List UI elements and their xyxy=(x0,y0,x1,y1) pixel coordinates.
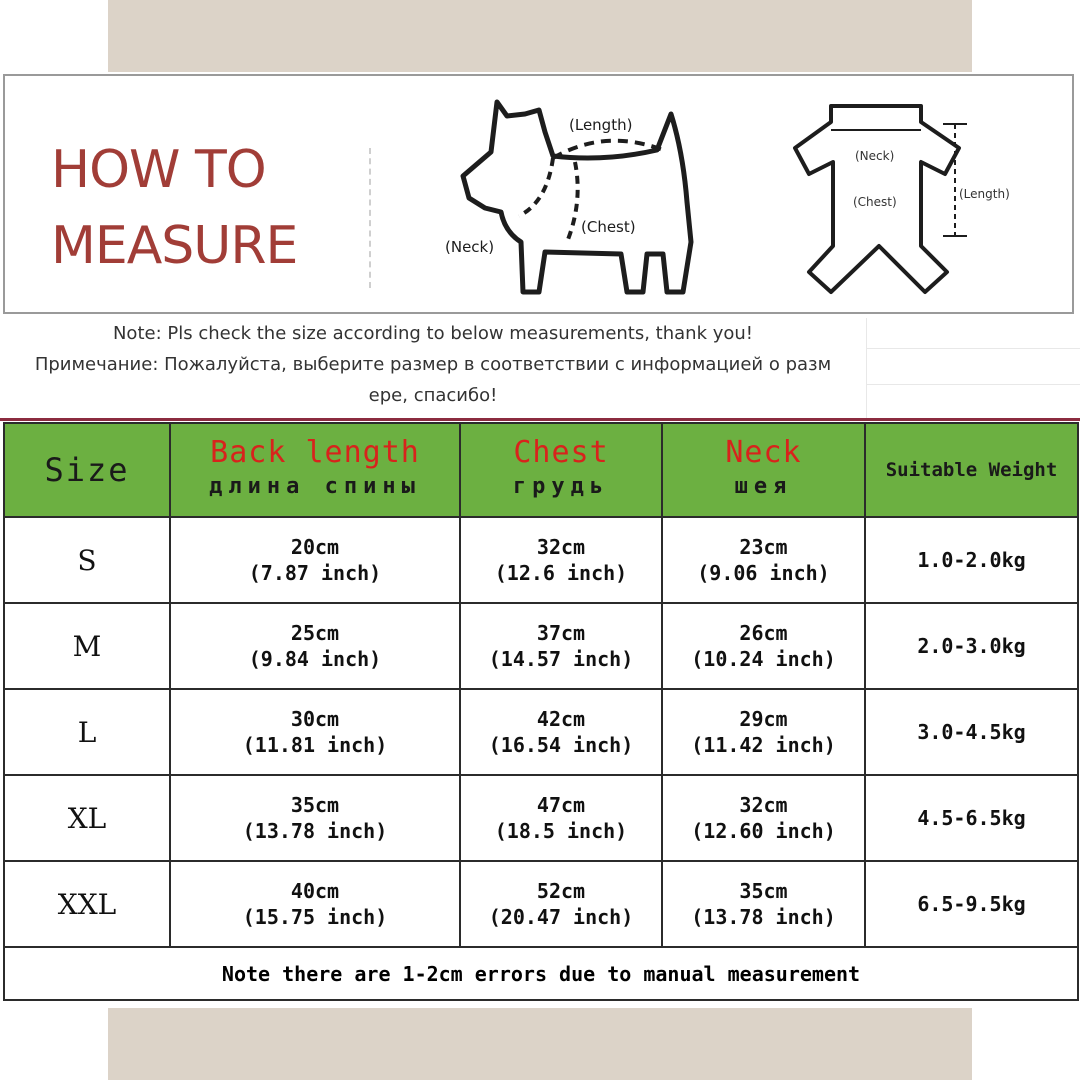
bottom-beige-band xyxy=(108,1008,972,1080)
size-cell: XL xyxy=(4,775,170,861)
note-english: Note: Pls check the size according to below measurements, thank you! xyxy=(112,323,754,344)
weight-cell: 6.5-9.5kg xyxy=(865,861,1078,947)
back-length-cell: 20cm (7.87 inch) xyxy=(170,517,460,603)
chest-cell: 42cm (16.54 inch) xyxy=(460,689,662,775)
size-cell: M xyxy=(4,603,170,689)
faint-grid-cells xyxy=(866,318,1080,418)
header-back-length-ru: длина спины xyxy=(209,474,421,499)
back-length-cell: 35cm (13.78 inch) xyxy=(170,775,460,861)
how-to-measure-banner xyxy=(3,74,1074,314)
measurement-note xyxy=(0,318,866,418)
table-row xyxy=(4,689,1078,775)
size-cell: S xyxy=(4,517,170,603)
size-cell: XXL xyxy=(4,861,170,947)
back-length-cell: 40cm (15.75 inch) xyxy=(170,861,460,947)
table-row xyxy=(4,517,1078,603)
shirt-length-label: (Length) xyxy=(959,187,1010,201)
neck-cell: 23cm (9.06 inch) xyxy=(662,517,865,603)
chest-cell: 47cm (18.5 inch) xyxy=(460,775,662,861)
table-header-row xyxy=(4,423,1078,517)
table-row xyxy=(4,775,1078,861)
header-chest-en: Chest xyxy=(513,435,609,470)
weight-cell: 4.5-6.5kg xyxy=(865,775,1078,861)
section-divider-line xyxy=(0,418,1080,421)
header-neck-en: Neck xyxy=(725,435,802,470)
measurement-error-note: Note there are 1-2cm errors due to manual measurement xyxy=(4,947,1078,1000)
header-size: Size xyxy=(4,423,170,517)
chest-cell: 52cm (20.47 inch) xyxy=(460,861,662,947)
shirt-neck-label: (Neck) xyxy=(855,149,895,163)
table-row xyxy=(4,603,1078,689)
header-weight: Suitable Weight xyxy=(865,423,1078,517)
neck-dashed-line xyxy=(519,158,553,216)
chest-cell: 37cm (14.57 inch) xyxy=(460,603,662,689)
header-back-length-en: Back length xyxy=(210,435,420,470)
note-russian-line-2: ере, спасибо! xyxy=(368,385,498,406)
how-to-measure-title xyxy=(51,132,341,284)
neck-cell: 32cm (12.60 inch) xyxy=(662,775,865,861)
dog-length-label: (Length) xyxy=(569,116,633,134)
weight-cell: 1.0-2.0kg xyxy=(865,517,1078,603)
chest-cell: 32cm (12.6 inch) xyxy=(460,517,662,603)
header-back-length xyxy=(170,423,460,517)
header-chest xyxy=(460,423,662,517)
header-neck xyxy=(662,423,865,517)
chest-dashed-line xyxy=(567,162,578,242)
neck-cell: 35cm (13.78 inch) xyxy=(662,861,865,947)
dog-measure-illustration xyxy=(435,92,735,302)
banner-divider xyxy=(369,148,371,288)
back-length-cell: 25cm (9.84 inch) xyxy=(170,603,460,689)
size-chart-table xyxy=(3,422,1079,1001)
header-neck-ru: шея xyxy=(734,474,793,499)
weight-cell: 2.0-3.0kg xyxy=(865,603,1078,689)
neck-cell: 26cm (10.24 inch) xyxy=(662,603,865,689)
size-cell: L xyxy=(4,689,170,775)
neck-cell: 29cm (11.42 inch) xyxy=(662,689,865,775)
back-length-cell: 30cm (11.81 inch) xyxy=(170,689,460,775)
weight-cell: 3.0-4.5kg xyxy=(865,689,1078,775)
shirt-chest-label: (Chest) xyxy=(853,195,897,209)
top-beige-band xyxy=(108,0,972,72)
title-line-2: MEASURE xyxy=(51,216,298,276)
header-chest-ru: грудь xyxy=(512,474,610,499)
shirt-measure-illustration xyxy=(783,96,1043,296)
dog-neck-label: (Neck) xyxy=(445,238,495,256)
table-footer-row xyxy=(4,947,1078,1000)
note-russian-line-1: Примечание: Пожалуйста, выберите размер в соответствии с информацией о разм xyxy=(34,354,832,375)
dog-chest-label: (Chest) xyxy=(581,218,636,236)
title-line-1: HOW TO xyxy=(51,140,266,200)
table-row xyxy=(4,861,1078,947)
